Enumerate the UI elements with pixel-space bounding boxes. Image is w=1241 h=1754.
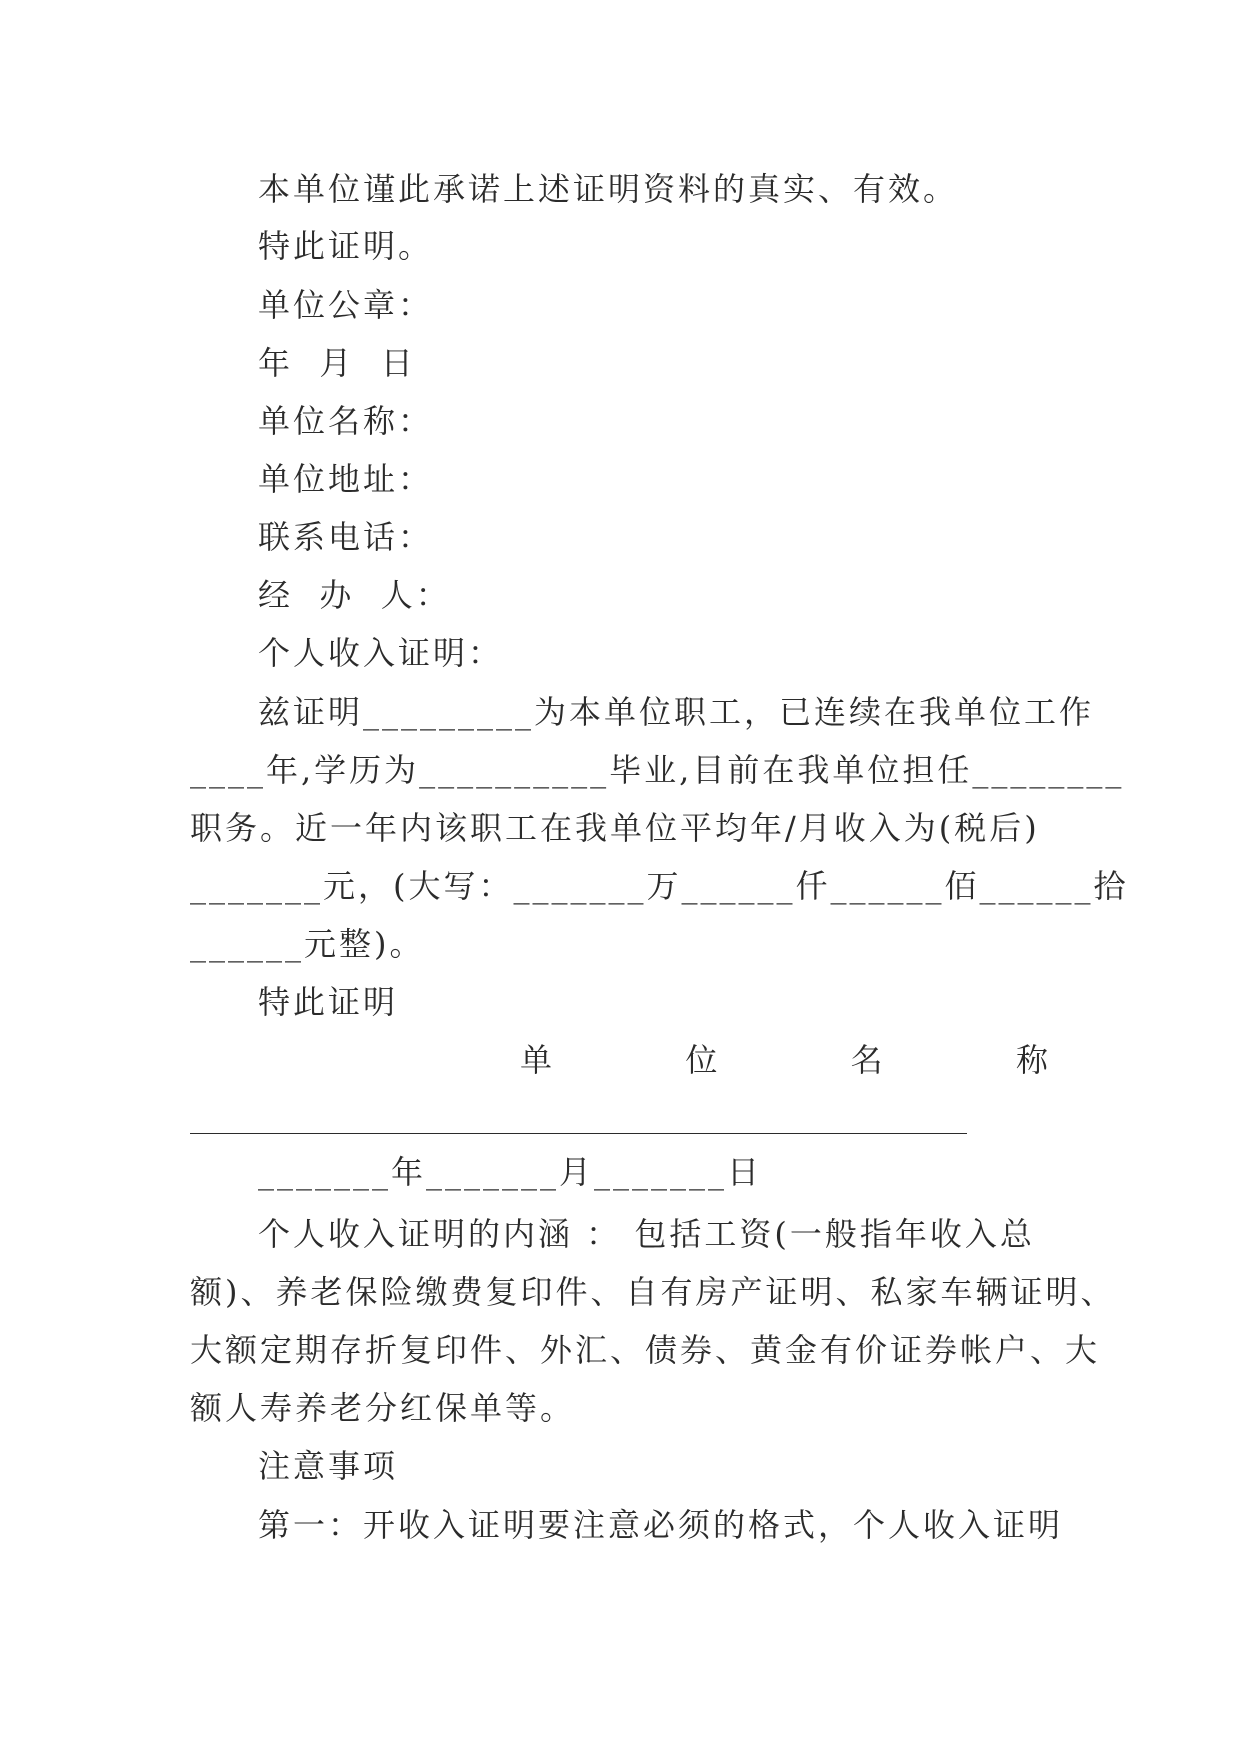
- paragraph-meaning-line-3: 大额定期存折复印件、外汇、债券、黄金有价证券帐户、大: [190, 1331, 1101, 1369]
- unit-address-label: 单位地址：: [258, 460, 434, 498]
- paragraph-meaning-line-1: 个人收入证明的内涵 ： 包括工资(一般指年收入总: [258, 1215, 1035, 1253]
- section-heading-income-cert: 个人收入证明：: [258, 634, 504, 672]
- paragraph-income-line-3: 职务。近一年内该职工在我单位平均年/月收入为(税后): [190, 809, 1040, 847]
- unit-name-char: 单: [520, 1041, 553, 1079]
- unit-name-rule: [190, 1133, 967, 1134]
- notes-item-1: 第一：开收入证明要注意必须的格式，个人收入证明: [258, 1506, 1064, 1544]
- paragraph-income-line-5: ______元整)。: [190, 925, 425, 963]
- handler-label: 经 办 人：: [258, 576, 451, 614]
- unit-seal-label: 单位公章：: [258, 286, 434, 324]
- paragraph-meaning-line-2: 额)、养老保险缴费复印件、自有房产证明、私家车辆证明、: [190, 1273, 1116, 1311]
- date-label: 年 月 日: [258, 344, 416, 382]
- notes-heading: 注意事项: [258, 1447, 399, 1485]
- paragraph-meaning-line-4: 额人寿养老分红保单等。: [190, 1389, 576, 1427]
- unit-name-label: 单位名称：: [258, 402, 434, 440]
- paragraph-income-line-1: 兹证明_________为本单位职工，已连续在我单位工作: [258, 693, 1095, 731]
- unit-name-char: 位: [685, 1041, 718, 1079]
- paragraph-income-line-4: _______元，(大写：_______万______仟______佰______拾: [190, 867, 1129, 905]
- unit-name-char: 名: [850, 1041, 883, 1079]
- date-blank-line: _______年_______月_______日: [258, 1153, 763, 1191]
- certify-line: 特此证明。: [258, 227, 434, 265]
- contact-phone-label: 联系电话：: [258, 518, 434, 556]
- unit-name-char: 称: [1015, 1041, 1048, 1079]
- unit-name-spaced: [520, 1040, 1048, 1080]
- paragraph-income-line-2: ____年,学历为__________毕业,目前在我单位担任________: [190, 751, 1125, 789]
- commitment-line: 本单位谨此承诺上述证明资料的真实、有效。: [258, 170, 959, 208]
- certify-line-2: 特此证明: [258, 983, 399, 1021]
